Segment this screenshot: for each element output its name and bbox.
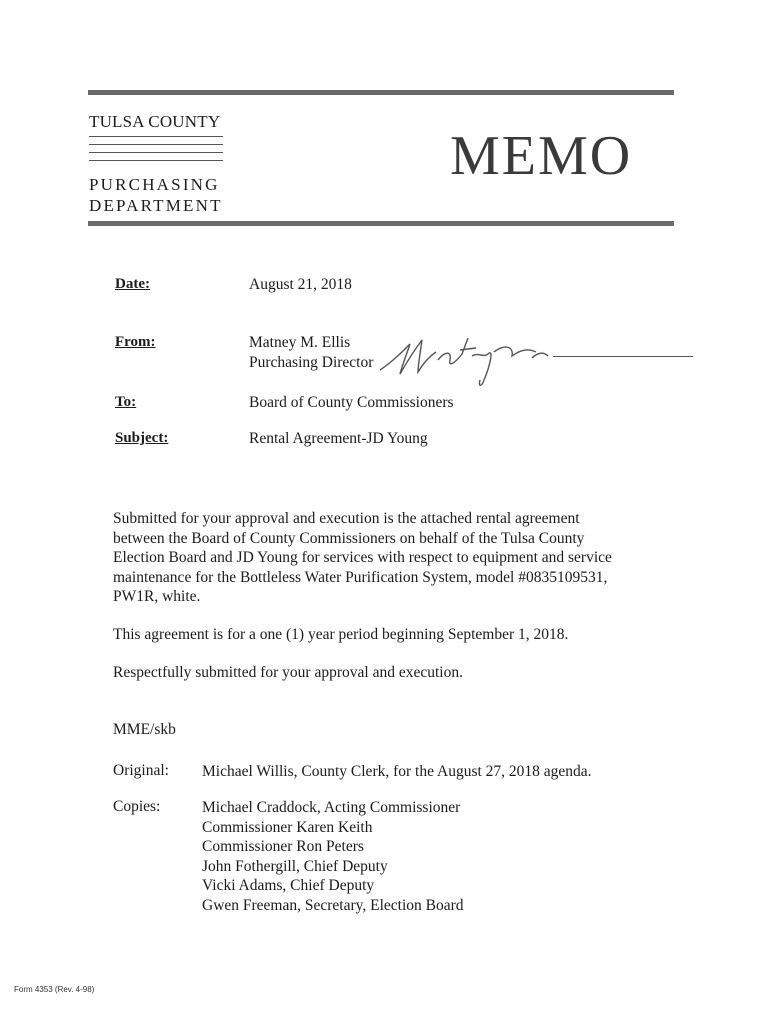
body-line: PW1R, white. bbox=[113, 588, 201, 605]
copy-recipient: Vicki Adams, Chief Deputy bbox=[202, 877, 375, 894]
body-line: maintenance for the Bottleless Water Purification System, model #0835109531, bbox=[113, 568, 608, 586]
org-decorative-lines bbox=[89, 136, 223, 168]
body-line: Submitted for your approval and execution is the attached rental agreement bbox=[113, 510, 580, 527]
form-number: Form 4353 (Rev. 4-98) bbox=[14, 985, 95, 994]
subject-value: Rental Agreement-JD Young bbox=[249, 430, 428, 447]
original-label: Original: bbox=[113, 762, 169, 779]
original-value: Michael Willis, County Clerk, for the August 27, 2018 agenda. bbox=[202, 763, 592, 780]
body-paragraph-3: Respectfully submitted for your approval and execution. bbox=[113, 664, 463, 681]
copy-recipient: Commissioner Ron Peters bbox=[202, 838, 364, 855]
department-name bbox=[89, 174, 223, 216]
date-label: Date: bbox=[115, 276, 150, 292]
copy-recipient: Gwen Freeman, Secretary, Election Board bbox=[202, 896, 464, 914]
copy-recipient: Commissioner Karen Keith bbox=[202, 818, 373, 836]
body-line: between the Board of County Commissioners on behalf of the Tulsa County bbox=[113, 529, 585, 547]
handwritten-signature bbox=[372, 322, 572, 392]
document-type-title: MEMO bbox=[450, 125, 633, 187]
initials: MME/skb bbox=[113, 721, 176, 738]
signature-line bbox=[553, 356, 693, 357]
copies-label: Copies: bbox=[113, 798, 161, 815]
to-label: To: bbox=[115, 394, 137, 410]
body-paragraph-2: This agreement is for a one (1) year period beginning September 1, 2018. bbox=[113, 626, 569, 643]
from-title: Purchasing Director bbox=[249, 354, 374, 371]
copy-recipient: Michael Craddock, Acting Commissioner bbox=[202, 799, 461, 816]
org-name: TULSA COUNTY bbox=[89, 112, 221, 131]
from-name: Matney M. Ellis bbox=[249, 334, 351, 351]
body-paragraph-1 bbox=[113, 509, 673, 607]
copy-recipient: John Fothergill, Chief Deputy bbox=[202, 857, 388, 875]
from-label: From: bbox=[115, 334, 156, 350]
to-value: Board of County Commissioners bbox=[249, 394, 454, 411]
department-line-2: DEPARTMENT bbox=[89, 196, 223, 215]
copies-list bbox=[202, 798, 464, 915]
header-top-rule bbox=[88, 90, 674, 95]
body-line: Election Board and JD Young for services with respect to equipment and service bbox=[113, 549, 612, 566]
header-bottom-rule bbox=[88, 221, 674, 226]
subject-label: Subject: bbox=[115, 430, 169, 446]
department-line-1: PURCHASING bbox=[89, 175, 220, 194]
date-value: August 21, 2018 bbox=[249, 276, 352, 293]
